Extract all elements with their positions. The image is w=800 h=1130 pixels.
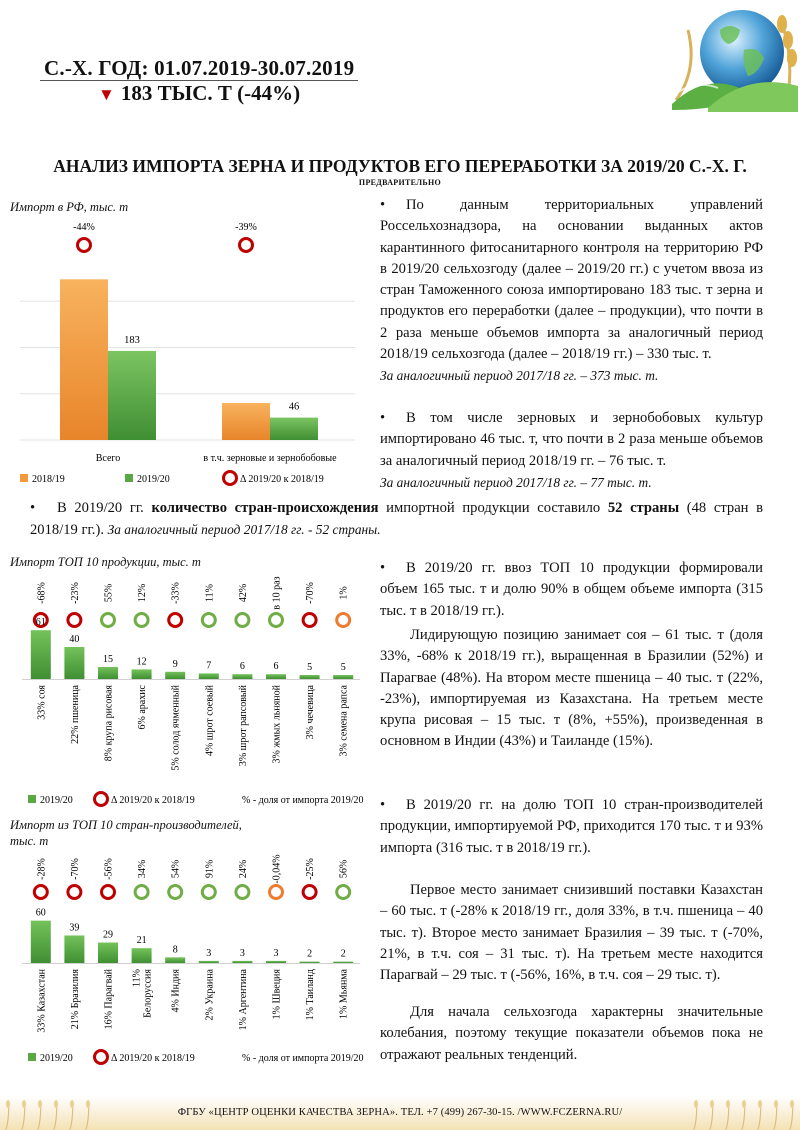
- bar: [31, 921, 51, 963]
- legend-swatch-2018-19: [20, 474, 28, 482]
- change-marker-center: [71, 889, 77, 895]
- bar: [199, 961, 219, 963]
- paragraph-bold: 52 страны: [607, 500, 680, 516]
- category-label: 3% семена рапса: [338, 685, 350, 757]
- bar: [98, 943, 118, 963]
- bullet: •: [380, 197, 386, 213]
- legend-marker-center: [227, 475, 233, 481]
- data-label: 2: [340, 948, 346, 960]
- paragraph-import-grain: [380, 408, 763, 493]
- bar: [132, 669, 152, 679]
- change-marker-center: [81, 242, 87, 248]
- category-label: 11%: [131, 969, 143, 987]
- legend-marker-center: [98, 796, 104, 802]
- data-label: 39: [69, 922, 80, 934]
- data-label: 21: [136, 935, 147, 947]
- bullet: •: [380, 560, 386, 576]
- paragraph-product-leaders: Лидирующую позицию занимает соя – 61 тыс. т (доля 33%, -68% к 2018/19 гг.), выращенная в Бразилии (52%) и Парагвае (48%). На втором месте пшеница – 40 тыс. т (22%, -23%), импортируемая из Казахстана. На третьем месте крупа рисовая – 15 тыс. т (8%, +55%), произведенная в основном в Индии (43%) и Таиланде (15%).: [380, 627, 763, 750]
- change-marker-center: [239, 889, 245, 895]
- legend-swatch-2019-20: [28, 1053, 36, 1061]
- change-marker-center: [206, 889, 212, 895]
- data-label: 8: [172, 944, 178, 956]
- chart-import-total: [10, 215, 365, 493]
- change-label: 42%: [237, 583, 249, 603]
- change-label: -28%: [36, 858, 48, 880]
- paragraph-country-leaders: Первое место занимает снизивший поставки Казахстан – 60 тыс. т (-28% к 2018/19 гг., доля 33%, в т.ч. пшеница – 40 тыс. т). Второе место занимает Бразилия – 39 тыс. т (-70%, 21%, в т.ч. соя – 31 тыс. т). На третьем месте находится Парагвай – 29 тыс. т (-56%, 16%, в т.ч. соя – 29 тыс. т).: [380, 882, 763, 984]
- bar: [132, 948, 152, 963]
- legend-label: Δ 2019/20 к 2018/19: [240, 474, 324, 485]
- data-label: 40: [69, 634, 80, 645]
- category-label: 2% Украина: [204, 969, 216, 1021]
- change-marker-center: [306, 617, 312, 623]
- legend-label: 2019/20: [137, 474, 170, 485]
- change-marker-center: [306, 889, 312, 895]
- paragraph-conclusion: Для начала сельхозгода характерны значительные колебания, поэтому текущие показатели объемов пока не отражают реальных тенденций.: [380, 1004, 763, 1063]
- data-label: 3: [239, 947, 245, 959]
- data-label: 15: [103, 654, 113, 665]
- data-label: 183: [124, 334, 140, 346]
- change-label: в 10 раз: [271, 576, 283, 610]
- season-total-value: 183 ТЫС. Т (-44%): [120, 81, 301, 105]
- change-label: -44%: [73, 222, 95, 233]
- page-title: АНАЛИЗ ИМПОРТА ЗЕРНА И ПРОДУКТОВ ЕГО ПЕРЕРАБОТКИ ЗА 2019/20 С.-Х. Г.: [53, 156, 747, 176]
- data-label: 46: [288, 401, 300, 413]
- legend-swatch-2019-20: [28, 795, 36, 803]
- bar: [300, 675, 320, 679]
- category-label: 22% пшеница: [69, 685, 81, 744]
- paragraph-top10-countries: [380, 795, 763, 859]
- bar-2019-20: [108, 351, 156, 440]
- change-marker-center: [172, 617, 178, 623]
- legend-swatch-2019-20: [125, 474, 133, 482]
- change-marker-center: [172, 889, 178, 895]
- change-marker-center: [243, 242, 249, 248]
- change-marker-center: [273, 617, 279, 623]
- change-label: 1%: [338, 586, 350, 600]
- change-marker-center: [340, 617, 346, 623]
- category-label: 4% шрот соевый: [204, 685, 216, 757]
- legend-label: 2019/20: [40, 1053, 73, 1064]
- globe-logo: [668, 0, 800, 112]
- bar: [333, 962, 353, 963]
- footer-contacts: ФГБУ «ЦЕНТР ОЦЕНКИ КАЧЕСТВА ЗЕРНА». ТЕЛ. +7 (499) 267-30-15. /WWW.FCZERNA.RU/: [177, 1107, 623, 1118]
- change-label: -0,04%: [271, 854, 283, 884]
- category-label: 16% Парагвай: [103, 969, 115, 1030]
- change-marker-center: [71, 617, 77, 623]
- category-label: 1% Швеция: [271, 969, 283, 1020]
- category-label: 3% шрот рапсовый: [237, 685, 249, 767]
- paragraph-note: За аналогичный период 2017/18 гг. - 52 страны.: [107, 522, 381, 538]
- bar: [266, 961, 286, 963]
- legend-label: % - доля от импорта 2019/20: [242, 795, 364, 806]
- bar: [64, 935, 84, 963]
- category-label: 6% арахис: [137, 685, 149, 730]
- page-subtitle: ПРЕДВАРИТЕЛЬНО: [358, 178, 442, 187]
- change-marker-center: [138, 889, 144, 895]
- bar: [98, 667, 118, 679]
- data-label: 3: [273, 947, 279, 959]
- season-total-summary: [98, 81, 300, 106]
- data-label: 29: [103, 929, 113, 941]
- legend-label: 2019/20: [40, 795, 73, 806]
- paragraph-bold: количество стран-происхождения: [151, 500, 379, 516]
- change-marker-center: [239, 617, 245, 623]
- chart2-title: Импорт ТОП 10 продукции, тыс. т: [10, 555, 201, 569]
- category-label: в т.ч. зерновые и зернобобовые: [203, 453, 337, 464]
- category-label: 3% жмых льняной: [271, 685, 283, 764]
- decrease-triangle-icon: ▼: [98, 85, 115, 104]
- legend-label: 2018/19: [32, 474, 65, 485]
- paragraph-note: За аналогичный период 2017/18 гг. – 373 тыс. т.: [380, 368, 659, 384]
- category-label: 4% Индия: [170, 969, 182, 1013]
- change-marker-center: [38, 889, 44, 895]
- paragraph-text: В 2019/20 гг. на долю ТОП 10 стран-производителей продукции, импортируемой РФ, приходится 170 тыс. т и 93% импорта (316 тыс. т в 2018/19 гг.).: [380, 797, 763, 856]
- paragraph-text: В том числе зерновых и зернобобовых культур импортировано 46 тыс. т, что почти в 2 раза меньше объемов за аналогичный период 2018/19 гг. – 76 тыс. т.: [380, 410, 763, 469]
- paragraph-import-total: [380, 195, 763, 387]
- change-label: -68%: [36, 582, 48, 604]
- change-label: -70%: [69, 858, 81, 880]
- change-label: -23%: [69, 582, 81, 604]
- legend-label: % - доля от импорта 2019/20: [242, 1053, 364, 1064]
- data-label: 5: [340, 662, 346, 673]
- change-label: 56%: [338, 859, 350, 879]
- bar: [300, 962, 320, 963]
- change-label: -25%: [305, 858, 317, 880]
- data-label: 2: [307, 948, 313, 960]
- category-label: 1% Таиланд: [305, 969, 317, 1021]
- bar: [266, 674, 286, 679]
- change-label: -56%: [103, 858, 115, 880]
- change-label: -33%: [170, 582, 182, 604]
- data-label: 9: [172, 658, 178, 670]
- category-label: 3% чечевица: [305, 685, 317, 740]
- paragraph-text: По данным территориальных управлений Россельхознадзора, на основании выданных актов карантинного фитосанитарного контроля на территорию РФ в 2019/20 сельхозгоду (далее – 2019/20 гг.) с учетом ввоза из стран Таможенного союза импортировано 183 тыс. т зерна и продуктов его переработки (далее – продукции), что почти в 2 раза меньше объемов импорта за аналогичный период 2018/19 сельхозгода (далее – 2018/19 гг.) – 330 тыс. т.: [380, 197, 763, 363]
- bullet: •: [380, 797, 386, 813]
- bar: [64, 647, 84, 679]
- chart3-title-line2: тыс. т: [10, 834, 49, 848]
- bar-2018-19: [222, 403, 270, 440]
- bar: [333, 675, 353, 679]
- category-label: 21% Бразилия: [69, 969, 81, 1030]
- bullet: •: [30, 500, 36, 516]
- chart1-title: Импорт в РФ, тыс. т: [10, 200, 129, 214]
- data-label: 12: [136, 656, 147, 668]
- bar: [199, 673, 219, 679]
- legend-label: Δ 2019/20 к 2018/19: [111, 1053, 195, 1064]
- chart3-title-line1: Импорт из ТОП 10 стран-производителей,: [10, 818, 242, 832]
- data-label: 7: [206, 660, 212, 672]
- change-label: 11%: [204, 584, 216, 602]
- bar-2018-19: [60, 279, 108, 440]
- bar: [165, 672, 185, 679]
- category-label: 8% крупа рисовая: [103, 685, 115, 762]
- legend-label: Δ 2019/20 к 2018/19: [111, 795, 195, 806]
- chart-top10-products: [10, 565, 365, 810]
- category-label: Белоруссия: [142, 969, 154, 1018]
- data-label: 6: [273, 661, 279, 673]
- paragraph-text: В 2019/20 гг.: [57, 500, 144, 516]
- change-marker-center: [105, 617, 111, 623]
- category-label: 5% солод ячменный: [170, 685, 182, 771]
- chart-top10-countries: [10, 845, 365, 1067]
- change-marker-center: [105, 889, 111, 895]
- category-label: 33% соя: [36, 685, 48, 720]
- paragraph-countries: [30, 498, 763, 542]
- change-label: -39%: [235, 222, 257, 233]
- change-label: 91%: [204, 859, 216, 879]
- bar-2019-20: [270, 418, 318, 440]
- change-marker-center: [138, 617, 144, 623]
- data-label: 61: [35, 617, 46, 629]
- paragraph-text: импортной продукции составило: [386, 500, 601, 516]
- change-label: -70%: [305, 582, 317, 604]
- category-label: 1% Мьянма: [338, 969, 350, 1019]
- bar: [165, 957, 185, 963]
- paragraph-text: (48 стран в 2018/19 гг.).: [30, 500, 764, 539]
- legend-marker-center: [98, 1054, 104, 1060]
- data-label: 5: [307, 662, 313, 673]
- bar: [232, 674, 252, 679]
- data-label: 3: [206, 947, 212, 959]
- bar: [31, 630, 51, 679]
- change-label: 12%: [137, 583, 149, 603]
- change-marker-center: [340, 889, 346, 895]
- paragraph-top10-products: [380, 558, 763, 622]
- change-marker-center: [273, 889, 279, 895]
- change-label: 54%: [170, 859, 182, 879]
- change-label: 34%: [137, 859, 149, 879]
- category-label: 1% Аргентина: [237, 969, 249, 1031]
- category-label: Всего: [95, 453, 121, 464]
- paragraph-text: В 2019/20 гг. ввоз ТОП 10 продукции формировали объем 165 тыс. т и долю 90% в общем объеме импорта (315 тыс. т в 2018/19 гг.).: [380, 560, 763, 619]
- change-marker-center: [206, 617, 212, 623]
- bar: [232, 961, 252, 963]
- season-period-title: С.-Х. ГОД: 01.07.2019-30.07.2019: [44, 56, 355, 80]
- paragraph-note: За аналогичный период 2017/18 гг. – 77 тыс. т.: [380, 474, 652, 490]
- data-label: 60: [35, 907, 46, 919]
- category-label: 33% Казахстан: [36, 969, 48, 1033]
- bullet: •: [380, 410, 386, 426]
- change-label: 55%: [103, 583, 115, 603]
- change-label: 24%: [237, 859, 249, 879]
- data-label: 6: [239, 661, 245, 673]
